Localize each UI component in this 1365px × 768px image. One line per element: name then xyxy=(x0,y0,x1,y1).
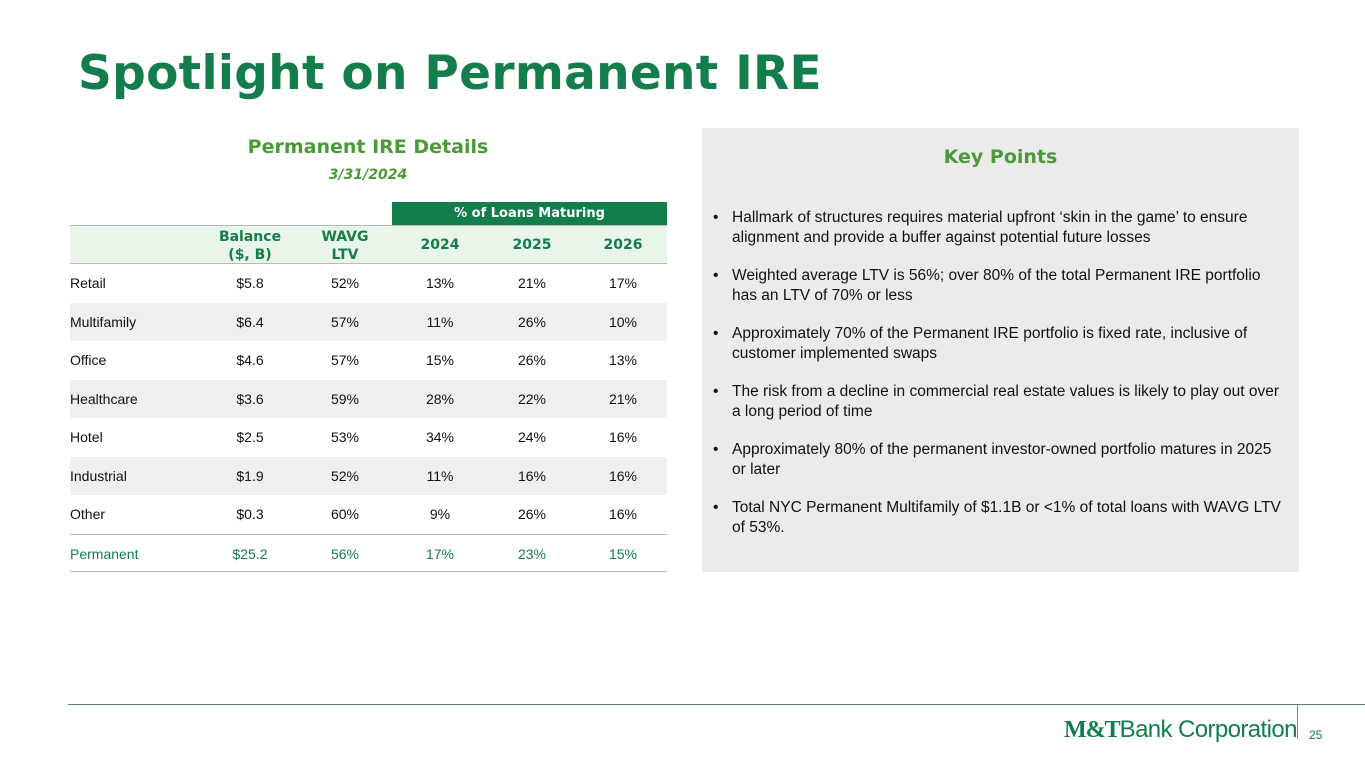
list-item xyxy=(713,208,1288,248)
y2026-cell: 10% xyxy=(608,313,638,330)
table-title: Permanent IRE Details xyxy=(247,136,489,158)
page-number: 25 xyxy=(1309,728,1323,742)
logo-text: Bank Corporation xyxy=(1119,716,1297,743)
ltv-cell: 60% xyxy=(330,506,360,522)
y2024-cell: 34% xyxy=(425,429,455,445)
table-row xyxy=(70,303,667,342)
ltv-cell: 59% xyxy=(330,390,360,407)
balance-cell: $0.3 xyxy=(236,506,264,522)
ltv-cell: 57% xyxy=(330,352,360,368)
ltv-cell: 57% xyxy=(330,313,360,330)
y2026-cell: 16% xyxy=(608,429,638,445)
y2025-cell: 26% xyxy=(517,313,547,330)
y2026-cell: 17% xyxy=(608,275,638,291)
bullet-icon: • xyxy=(713,209,719,226)
balance-header-line2: ($, B) xyxy=(228,247,272,263)
row-label: Industrial xyxy=(70,467,127,484)
table-row xyxy=(70,380,667,419)
year-2025-header: 2025 xyxy=(512,237,552,253)
wavg-ltv-header xyxy=(305,228,385,264)
y2024-cell: 28% xyxy=(425,390,455,407)
list-item xyxy=(713,382,1288,422)
key-points-list xyxy=(713,208,1288,556)
year-2024-header: 2024 xyxy=(420,237,460,253)
balance-cell: $3.6 xyxy=(236,390,264,407)
balance-cell: $5.8 xyxy=(236,275,264,291)
y2024-cell: 15% xyxy=(425,352,455,368)
table-body xyxy=(70,264,667,572)
y2024-cell: 13% xyxy=(425,275,455,291)
wavg-header-line2: LTV xyxy=(331,247,359,263)
list-item xyxy=(713,498,1288,538)
y2024-cell: 9% xyxy=(429,506,451,522)
bullet-icon: • xyxy=(713,441,719,458)
key-point-text: Approximately 70% of the Permanent IRE portfolio is fixed rate, inclusive of customer implemented swaps xyxy=(732,325,1248,362)
balance-cell: $6.4 xyxy=(236,313,264,330)
total-label: Permanent xyxy=(70,545,139,562)
bullet-icon: • xyxy=(713,267,719,284)
table-header-row xyxy=(70,225,667,264)
row-label: Retail xyxy=(70,275,106,291)
footer-divider xyxy=(68,704,1365,705)
y2024-cell: 11% xyxy=(426,467,454,484)
bullet-icon: • xyxy=(713,383,719,400)
total-y2025-cell: 23% xyxy=(517,545,547,562)
logo-mark: M&T xyxy=(1064,717,1120,743)
row-label: Office xyxy=(70,352,107,368)
list-item xyxy=(713,440,1288,480)
balance-cell: $2.5 xyxy=(236,429,264,445)
table-row xyxy=(70,341,667,380)
year-2026-header: 2026 xyxy=(603,237,643,253)
key-point-text: Hallmark of structures requires material upfront ‘skin in the game’ to ensure alignment and provide a buffer against potential future losses xyxy=(732,209,1248,246)
y2025-cell: 24% xyxy=(517,429,547,445)
wavg-header-line1: WAVG xyxy=(321,229,369,245)
row-label: Other xyxy=(70,506,106,522)
table-date: 3/31/2024 xyxy=(328,167,408,183)
row-label: Multifamily xyxy=(70,313,137,330)
page-title: Spotlight on Permanent IRE xyxy=(78,46,822,101)
table-total-row xyxy=(70,534,667,573)
total-ltv-cell: 56% xyxy=(330,545,360,562)
loans-maturing-header: % of Loans Maturing xyxy=(392,202,667,225)
y2026-cell: 21% xyxy=(608,390,638,407)
y2026-cell: 16% xyxy=(608,506,638,522)
y2026-cell: 13% xyxy=(608,352,638,368)
total-y2024-cell: 17% xyxy=(425,545,455,562)
list-item xyxy=(713,266,1288,306)
table-row xyxy=(70,495,667,534)
key-point-text: The risk from a decline in commercial real estate values is likely to play out over a long period of time xyxy=(732,383,1280,420)
balance-header-line1: Balance xyxy=(218,229,282,245)
table-row xyxy=(70,264,667,303)
y2025-cell: 26% xyxy=(517,352,547,368)
balance-cell: $1.9 xyxy=(236,467,264,484)
y2026-cell: 16% xyxy=(608,467,638,484)
key-point-text: Approximately 80% of the permanent investor-owned portfolio matures in 2025 or later xyxy=(732,441,1272,478)
total-balance-cell: $25.2 xyxy=(232,545,268,562)
y2024-cell: 11% xyxy=(426,313,454,330)
table-row xyxy=(70,457,667,496)
list-item xyxy=(713,324,1288,364)
ltv-cell: 52% xyxy=(330,275,360,291)
ltv-cell: 53% xyxy=(330,429,360,445)
row-label: Hotel xyxy=(70,429,103,445)
ltv-cell: 52% xyxy=(330,467,360,484)
row-label: Healthcare xyxy=(70,390,138,407)
y2025-cell: 26% xyxy=(517,506,547,522)
bullet-icon: • xyxy=(713,325,719,342)
table-row xyxy=(70,418,667,457)
bullet-icon: • xyxy=(713,499,719,516)
key-point-text: Total NYC Permanent Multifamily of $1.1B or <1% of total loans with WAVG LTV of 53%. xyxy=(732,499,1281,536)
y2025-cell: 16% xyxy=(517,467,547,484)
footer-separator xyxy=(1297,705,1298,739)
y2025-cell: 22% xyxy=(517,390,547,407)
y2025-cell: 21% xyxy=(517,275,547,291)
total-y2026-cell: 15% xyxy=(608,545,638,562)
balance-cell: $4.6 xyxy=(236,352,264,368)
key-point-text: Weighted average LTV is 56%; over 80% of the total Permanent IRE portfolio has an LTV of 70% or less xyxy=(732,267,1261,304)
key-points-title: Key Points xyxy=(943,146,1058,168)
company-logo xyxy=(1064,716,1297,744)
key-points-panel xyxy=(702,128,1299,572)
balance-header xyxy=(210,228,290,264)
